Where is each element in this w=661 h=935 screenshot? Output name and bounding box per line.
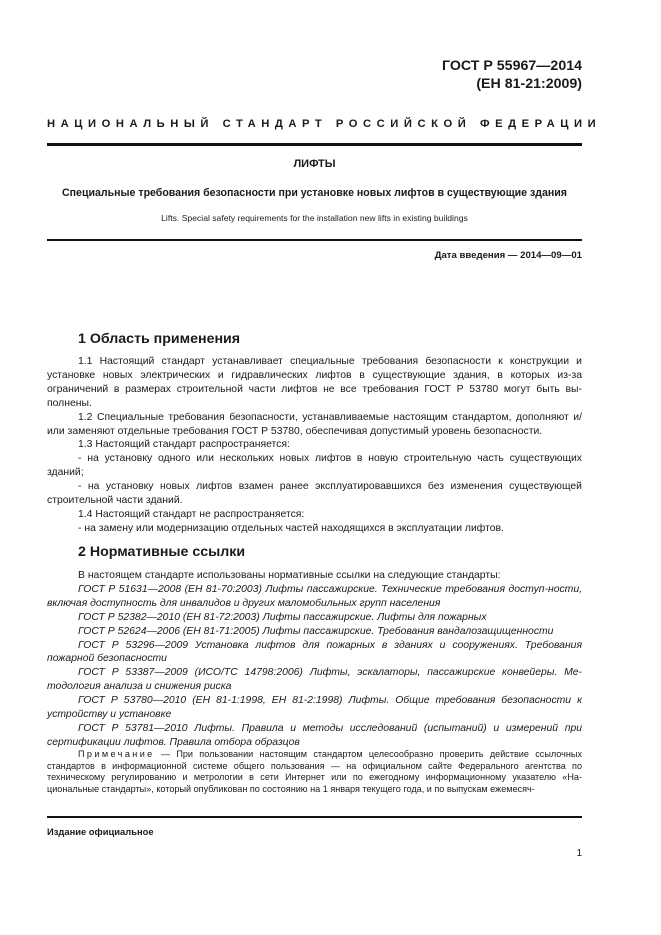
document-subtitle-ru: Специальные требования безопасности при установке новых лифтов в существующие здания <box>62 187 567 199</box>
footer-rule <box>47 816 582 818</box>
title-rule <box>47 239 582 241</box>
page-number: 1 <box>576 848 582 859</box>
section-1-heading: 1 Область применения <box>78 331 241 347</box>
list-item: - на установку одного или нескольких новых лифтов в новую строительную часть существующих зданий; <box>47 453 582 479</box>
section-2-heading: 2 Нормативные ссылки <box>78 544 246 560</box>
paragraph-1-1: 1.1 Настоящий стандарт устанавливает специальные требования безопасности к конструкции и установке новых электрических и гидравлических лифтов в существующие здания, в которых из-за ограничений в размерах строительной части лифтов не все требования ГОСТ Р 53780 могут быть вы-полнены. <box>47 356 582 409</box>
note-label: Примечание <box>78 749 155 759</box>
header-rule <box>47 143 582 146</box>
reference-item: ГОСТ Р 53780—2010 (ЕН 81-1:1998, ЕН 81-2:1998) Лифты. Общие требования безопасности к устройству и установке <box>47 695 582 721</box>
document-subtitle-en: Lifts. Special safety requirements for the installation new lifts in existing buildings <box>161 213 468 223</box>
note-text: — При пользовании настоящим стандартом целесообразно проверить действие ссылочных стандартов в информационной системе общего пользования — на официальном сайте Федерального агентства по техническому регулированию и метрологии в сети Интернет или по ежегодному информационному указателю «На-циональные стандарты», который опубликован по состоянию на 1 января текущего года, и по выпускам ежемесяч- <box>47 749 582 794</box>
introduction-date: Дата введения — 2014—09—01 <box>434 250 582 261</box>
en-equivalent: (ЕН 81-21:2009) <box>476 76 582 92</box>
paragraph-1-2: 1.2 Специальные требования безопасности, устанавливаемые настоящим стандартом, дополняют и/или заменяют отдельные требования ГОСТ Р 53780, обеспечивая допустимый уровень безопасности. <box>47 411 582 437</box>
section-1-body <box>47 355 582 536</box>
paragraph-1-3: 1.3 Настоящий стандарт распространяется: <box>78 439 290 451</box>
note-block <box>47 749 582 795</box>
list-item: - на замену или модернизацию отдельных частей находящихся в эксплуатации лифтов. <box>78 522 504 534</box>
reference-item: ГОСТ Р 52382—2010 (ЕН 81-72:2003) Лифты пассажирские. Лифты для пожарных <box>78 611 487 623</box>
reference-item: ГОСТ Р 53296—2009 Установка лифтов для пожарных в зданиях и сооружениях. Требования пожарной безопасности <box>47 639 582 665</box>
reference-item: ГОСТ Р 53387—2009 (ИСО/ТС 14798:2006) Лифты, эскалаторы, пассажирские конвейеры. Ме-тодология анализа и снижения риска <box>47 667 582 693</box>
reference-item: ГОСТ Р 53781—2010 Лифты. Правила и методы исследований (испытаний) и измерений при сертификации лифтов. Правила отбора образцов <box>47 722 582 748</box>
reference-item: ГОСТ Р 51631—2008 (ЕН 81-70:2003) Лифты пассажирские. Технические требования доступ-ности, включая доступность для инвалидов и других маломобильных групп населения <box>47 583 582 609</box>
paragraph-1-4: 1.4 Настоящий стандарт не распространяется: <box>78 508 305 520</box>
list-item: - на установку новых лифтов взамен ранее эксплуатировавшихся без изменения существующей строительной части зданий. <box>47 481 582 507</box>
references-intro: В настоящем стандарте использованы нормативные ссылки на следующие стандарты: <box>78 570 501 581</box>
section-2-body <box>47 569 582 750</box>
official-edition-label: Издание официальное <box>47 826 154 837</box>
national-standard-label: НАЦИОНАЛЬНЫЙ СТАНДАРТ РОССИЙСКОЙ ФЕДЕРАЦИИ <box>47 118 602 130</box>
reference-item: ГОСТ Р 52624—2006 (ЕН 81-71:2005) Лифты пассажирские. Требования вандалозащищенности <box>78 625 554 637</box>
gost-number-block <box>442 57 582 93</box>
document-title: ЛИФТЫ <box>293 158 336 170</box>
gost-number: ГОСТ Р 55967—2014 <box>442 58 582 74</box>
